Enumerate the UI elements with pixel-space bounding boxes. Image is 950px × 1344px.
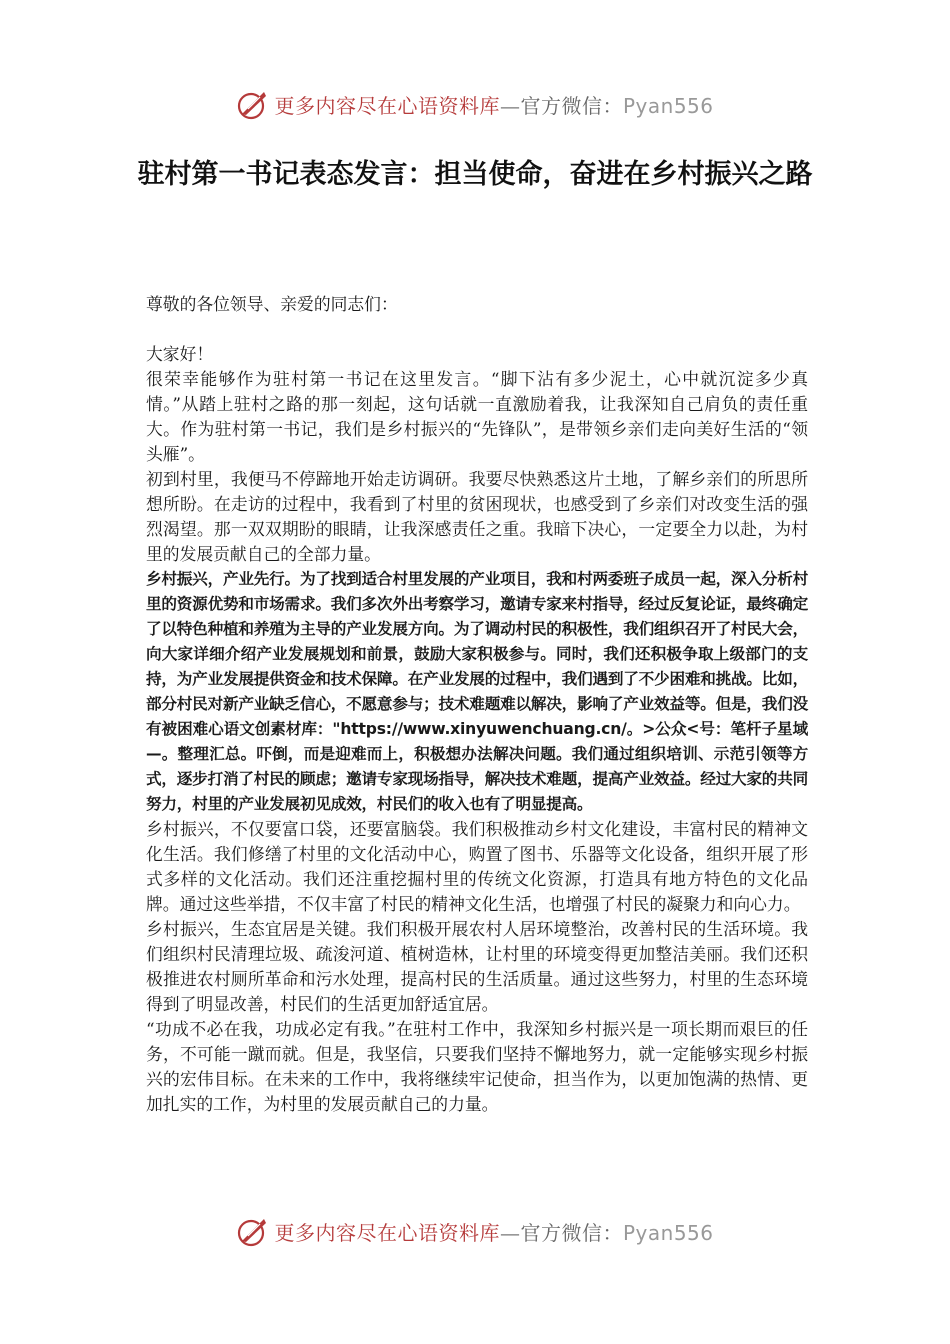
paragraph: 乡村振兴，生态宜居是关键。我们积极开展农村人居环境整治，改善村民的生活环境。我们组织村民清理垃圾、疏浚河道、植树造林，让村里的环境变得更加整洁美丽。我们还积极推进农村厕所革命和污水处理，提高村民的生活质量。通过这些努力，村里的生态环境得到了明显改善，村民们的生活更加舒适宜居。 (146, 919, 808, 1014)
watermark-text (274, 1217, 713, 1246)
watermark-site: 更多内容尽在心语资料库 (274, 93, 500, 118)
watermark-banner-bottom (0, 1211, 950, 1251)
quill-logo-icon (236, 1214, 270, 1248)
watermark-code: Pyan556 (622, 1220, 714, 1245)
paragraph: “功成不必在我，功成必定有我。”在驻村工作中，我深知乡村振兴是一项长期而艰巨的任务，不可能一蹴而就。但是，我坚信，只要我们坚持不懈地努力，就一定能够实现乡村振兴的宏伟目标。在未来的工作中，我将继续牢记使命，担当作为，以更加饱满的热情、更加扎实的工作，为村里的发展贡献自己的力量。 (146, 1019, 808, 1114)
watermark-dash: — (499, 93, 521, 118)
salutation: 尊敬的各位领导、亲爱的同志们： (146, 294, 398, 314)
paragraph: 乡村振兴，产业先行。为了找到适合村里发展的产业项目，我和村两委班子成员一起，深入分析村里的资源优势和市场需求。我们多次外出考察学习，邀请专家来村指导，经过反复论证，最终确定了以特色种植和养殖为主导的产业发展方向。为了调动村民的积极性，我们组织召开了村民大会，向大家详细介绍产业发展规划和前景，鼓励大家积极参与。同时，我们还积极争取上级部门的支持，为产业发展提供资金和技术保障。在产业发展的过程中，我们遇到了不少困难和挑战。比如，部分村民对新产业缺乏信心，不愿意参与；技术难题难以解决，影响了产业效益等。但是，我们没有被困难心语文创素材库："https://www.xinyuwenchuang.cn/。>公众<号：笔杆子星域—。整理汇总。吓倒，而是迎难而上，积极想办法解决问题。我们通过组织培训、示范引领等方式，逐步打消了村民的顾虑；邀请专家现场指导，解决技术难题，提高产业效益。经过大家的共同努力，村里的产业发展初见成效，村民们的收入也有了明显提高。 (146, 570, 808, 813)
document-title: 驻村第一书记表态发言：担当使命，奋进在乡村振兴之路 (137, 159, 813, 190)
paragraph: 初到村里，我便马不停蹄地开始走访调研。我要尽快熟悉这片土地，了解乡亲们的所思所想所盼。在走访的过程中，我看到了村里的贫困现状，也感受到了乡亲们对改变生活的强烈渴望。那一双双期盼的眼睛，让我深感责任之重。我暗下决心，一定要全力以赴，为村里的发展贡献自己的全部力量。 (146, 469, 808, 564)
paragraph: 很荣幸能够作为驻村第一书记在这里发言。“脚下沾有多少泥土，心中就沉淀多少真情。”从踏上驻村之路的那一刻起，这句话就一直激励着我，让我深知自己肩负的责任重大。作为驻村第一书记，我们是乡村振兴的“先锋队”，是带领乡亲们走向美好生活的“领头雁”。 (146, 369, 808, 464)
quill-logo-icon (236, 87, 270, 121)
watermark-banner-top (0, 84, 950, 124)
watermark-label: 官方微信： (520, 1220, 623, 1245)
watermark-text (274, 90, 713, 119)
watermark-dash: — (499, 1220, 521, 1245)
document-body (146, 292, 808, 1117)
watermark-code: Pyan556 (622, 93, 714, 118)
watermark-site: 更多内容尽在心语资料库 (274, 1220, 500, 1245)
greeting: 大家好！ (146, 344, 214, 364)
paragraph: 乡村振兴，不仅要富口袋，还要富脑袋。我们积极推动乡村文化建设，丰富村民的精神文化生活。我们修缮了村里的文化活动中心，购置了图书、乐器等文化设备，组织开展了形式多样的文化活动。我们还注重挖掘村里的传统文化资源，打造具有地方特色的文化品牌。通过这些举措，不仅丰富了村民的精神文化生活，也增强了村民的凝聚力和向心力。 (146, 819, 808, 914)
watermark-label: 官方微信： (520, 93, 623, 118)
